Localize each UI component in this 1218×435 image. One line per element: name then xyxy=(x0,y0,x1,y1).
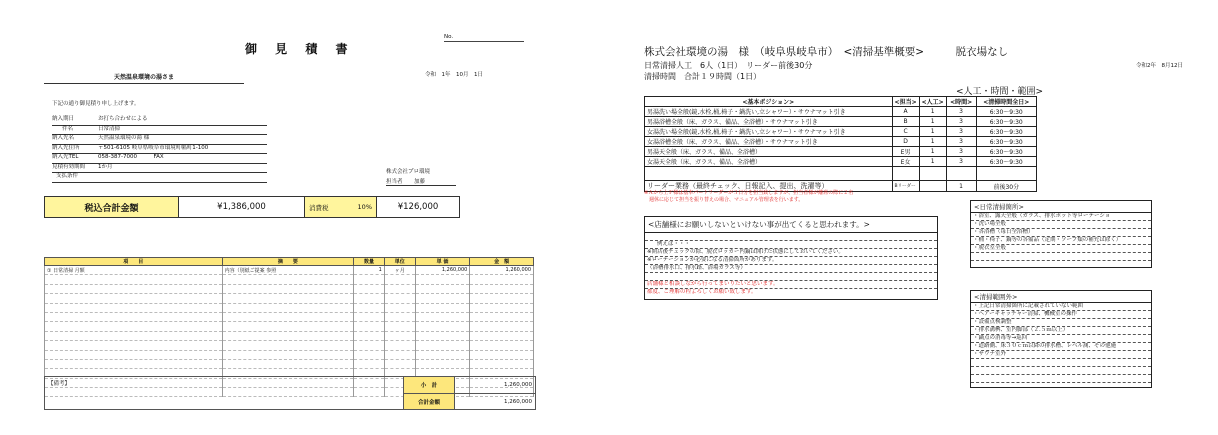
col-tag: <担当> xyxy=(892,97,919,107)
position-time: 6:30～9:30 xyxy=(976,137,1036,147)
notice-red-line: 店舗様と相談しながら行ってまいりたいと思います。 xyxy=(645,281,937,289)
notice-line xyxy=(645,273,937,281)
table-row xyxy=(645,147,1037,157)
empty-cell xyxy=(222,294,354,303)
empty-cell xyxy=(222,341,354,350)
col-position: <基本ポジション> xyxy=(645,97,893,107)
daily-item xyxy=(971,253,1151,261)
total-value: ¥1,386,000 xyxy=(179,197,305,217)
empty-cell xyxy=(384,275,415,284)
empty-cell xyxy=(415,303,470,312)
position-hours: 3 xyxy=(946,107,976,117)
empty-cell xyxy=(384,359,415,368)
empty-cell xyxy=(384,341,415,350)
empty-row xyxy=(45,284,534,293)
qty-cell: 1 xyxy=(354,266,385,275)
empty-cell xyxy=(415,350,470,359)
empty-cell xyxy=(354,275,385,284)
position-tag: B xyxy=(892,117,919,127)
empty-cell xyxy=(45,303,223,312)
position-hours: 3 xyxy=(946,157,976,167)
items-header-row xyxy=(45,258,534,266)
outside-item xyxy=(971,375,1151,383)
empty-cell xyxy=(384,350,415,359)
daily-item: ・浴室、露天全般（ガラス、排水ポット等ローテーショ xyxy=(971,213,1151,221)
notice-line: ※ローテーションが必要になる清掃箇所があります。 xyxy=(645,257,937,265)
empty-row xyxy=(45,331,534,340)
empty-cell xyxy=(415,341,470,350)
empty-cell xyxy=(354,284,385,293)
remarks-footer xyxy=(44,376,536,410)
empty-cell xyxy=(354,312,385,321)
empty-cell xyxy=(354,294,385,303)
empty-cell xyxy=(222,284,354,293)
total-label: 税込合計金額 xyxy=(45,197,179,217)
empty-cell xyxy=(470,284,534,293)
table-row xyxy=(45,266,534,275)
empty-cell xyxy=(222,312,354,321)
tax-value: ¥126,000 xyxy=(397,202,439,212)
position-workers: 1 xyxy=(919,117,946,127)
empty-cell xyxy=(415,312,470,321)
tax-label-box: 消費税 10% xyxy=(305,197,377,217)
position-time: 6:30～9:30 xyxy=(976,117,1036,127)
cleaning-overview-document xyxy=(640,40,1200,400)
position-desc: 女湯洗い場全般(鏡,水栓,桶,椅子・鍋洗い,立シャワー）・サウナマット引き xyxy=(645,127,893,137)
position-tag: C xyxy=(892,127,919,137)
outside-item xyxy=(971,367,1151,375)
daily-item: ・脱衣室全般 xyxy=(971,245,1151,253)
unit-cell: ヶ月 xyxy=(384,266,415,275)
empty-cell xyxy=(222,359,354,368)
outside-item: ・設備点検調整 xyxy=(971,319,1151,327)
estimate-number: No. xyxy=(444,34,524,42)
position-workers: 1 xyxy=(919,137,946,147)
company-name: 株式会社プロ環境 xyxy=(386,169,431,175)
empty-cell xyxy=(470,275,534,284)
empty-cell xyxy=(45,350,223,359)
section-label: <人工・時間・範囲> xyxy=(956,87,1044,97)
empty-cell xyxy=(470,303,534,312)
notice-title: <店舗様にお願いしないといけない事が出てくると思われます。> xyxy=(645,217,937,233)
col-qty: 数量 xyxy=(354,258,385,266)
empty-cell xyxy=(384,294,415,303)
daily-item: ・各浴槽（毎日全浴槽） xyxy=(971,229,1151,237)
empty-cell xyxy=(354,341,385,350)
position-tag: A xyxy=(892,107,919,117)
table-row xyxy=(645,107,1037,117)
col-amount: 金 額 xyxy=(470,258,534,266)
outside-item: ・ヘアーキャッチャー清掃、機械室の操作 xyxy=(971,311,1151,319)
empty-cell xyxy=(470,322,534,331)
position-time: 6:30～9:30 xyxy=(976,127,1036,137)
col-time: <清掃時間全日> xyxy=(976,97,1036,107)
position-time: 6:30～9:30 xyxy=(976,107,1036,117)
outside-item xyxy=(971,359,1151,367)
overview-subtitle-1: 日常清掃人工 6人（1日） リーダー前後30分 xyxy=(644,61,813,70)
notice-red-line: 都度、ご理解の程よろしくお願い致します。 xyxy=(647,289,757,295)
empty-cell xyxy=(222,275,354,284)
position-desc: 女湯天全般（床、ガラス、備品、全浴槽） xyxy=(645,157,893,167)
position-desc: 男湯浴槽全般（床、ガラス、備品、全浴槽）・サウナマット引き xyxy=(645,117,893,127)
empty-row xyxy=(45,312,534,321)
empty-row xyxy=(45,303,534,312)
position-desc: 男湯洗い場全般(鏡,水栓,桶,椅子・鍋洗い,立シャワー）・サウナマット引き xyxy=(645,107,893,117)
empty-cell xyxy=(415,359,470,368)
position-tag: E男 xyxy=(892,147,919,157)
red-note-2: 週休に応じて担当を振り替えの場合、マニュアル管理表を行います。 xyxy=(644,197,804,203)
position-tag: D xyxy=(892,137,919,147)
col-hours: <時間> xyxy=(946,97,976,107)
position-tag: E女 xyxy=(892,157,919,167)
empty-cell xyxy=(45,359,223,368)
table-row xyxy=(645,137,1037,147)
daily-item: ・洗い場全般 xyxy=(971,221,1151,229)
overview-title: 株式会社環境の湯 様 （岐阜県岐阜市） <清掃基準概要> 脱衣場なし xyxy=(644,46,1009,58)
col-unit: 単位 xyxy=(384,258,415,266)
empty-row xyxy=(45,341,534,350)
estimate-date: 令和 1年 10月 1日 xyxy=(425,72,483,78)
outside-item: ・サウナ室外 xyxy=(971,351,1151,359)
empty-cell xyxy=(384,331,415,340)
store-notice-box xyxy=(644,216,938,300)
empty-cell xyxy=(45,341,223,350)
empty-cell xyxy=(354,303,385,312)
daily-item: ・桶・椅子、鍋等の各備品（定期・ソープ類の補充は除く） xyxy=(971,237,1151,245)
daily-title: <日常清掃箇所> xyxy=(971,201,1151,213)
position-workers: 1 xyxy=(919,107,946,117)
position-hours: 3 xyxy=(946,147,976,157)
leader-desc: リーダー業務（最終チェック、日報記入、提出、洗濯等） xyxy=(645,181,893,192)
leader-workers: 1 xyxy=(946,181,976,192)
position-workers: 1 xyxy=(919,157,946,167)
outside-scope-box xyxy=(970,290,1152,388)
col-item: 項 目 xyxy=(45,258,223,266)
outside-item: ・排水溝桝、室内脚部（２.５ｍ以上） xyxy=(971,327,1151,335)
notice-line: 例えば・・・ xyxy=(645,241,937,249)
table-row xyxy=(645,127,1037,137)
empty-cell xyxy=(222,322,354,331)
empty-cell xyxy=(45,312,223,321)
subtotal-label: 小 計 xyxy=(404,377,455,393)
amount-cell: 1,260,000 xyxy=(470,266,534,275)
position-time: 6:30～9:30 xyxy=(976,157,1036,167)
outside-item xyxy=(971,383,1151,390)
intro-text: 下記の通り御見積り申し上げます。 xyxy=(52,101,140,107)
table-row xyxy=(645,157,1037,167)
item-cell: ① 日常清掃 月額 xyxy=(45,266,223,275)
daily-item xyxy=(971,261,1151,268)
empty-cell xyxy=(354,350,385,359)
grand-total-label: 合計金額 xyxy=(404,394,455,409)
leader-time: 前後30分 xyxy=(976,181,1036,192)
daily-cleaning-box xyxy=(970,200,1152,268)
empty-cell xyxy=(384,322,415,331)
position-hours: 3 xyxy=(946,137,976,147)
empty-row xyxy=(45,275,534,284)
red-note-1: ※Ａから上Ｆ様は基本パートリーダーが３日分を担当致しますが、担当者様が離席の際に２名 xyxy=(644,190,854,196)
position-desc: 男湯天全般（床、ガラス、備品、全浴槽） xyxy=(645,147,893,157)
empty-cell xyxy=(415,331,470,340)
person-in-charge: 担当者 加藤 xyxy=(386,179,456,186)
empty-cell xyxy=(45,294,223,303)
notice-line: （浴槽排水口、排水路、浴場ガラス等） xyxy=(645,265,937,273)
subtotal-value: 1,260,000 xyxy=(504,382,532,388)
price-cell: 1,260,000 xyxy=(415,266,470,275)
info-list: 納入期日 お打ち合わせによる 件名 日常清掃 納入先名 天然温泉環境の湯 様 納入先住所 〒501-6105 岐阜県岐阜市環境町幅町1-100 納入先TEL 058-387-7000 FAX 見積有効期間 1か月 支払条件 xyxy=(52,116,267,183)
empty-cell xyxy=(45,331,223,340)
overview-subtitle-2: 清掃時間 合計１９時間（1日） xyxy=(644,72,762,81)
outside-item: ・上記日常清掃箇所に記載されていない範囲 xyxy=(971,303,1151,311)
empty-cell xyxy=(222,350,354,359)
position-table xyxy=(644,96,1037,192)
position-header-row xyxy=(645,97,1037,107)
empty-row xyxy=(45,359,534,368)
empty-cell xyxy=(222,331,354,340)
position-hours: 3 xyxy=(946,127,976,137)
notice-line xyxy=(645,233,937,241)
estimate-document xyxy=(30,28,540,420)
col-workers: <人工> xyxy=(919,97,946,107)
empty-row xyxy=(45,294,534,303)
position-desc: 女湯浴槽全般（床、ガラス、備品、全浴槽）・サウナマット引き xyxy=(645,137,893,147)
blank-row xyxy=(645,167,1037,181)
empty-cell xyxy=(45,275,223,284)
outside-item: ・鍋点の消毒等→巡回 xyxy=(971,335,1151,343)
estimate-title: 御 見 積 書 xyxy=(245,42,355,56)
empty-cell xyxy=(384,303,415,312)
col-price: 単 価 xyxy=(415,258,470,266)
position-hours: 3 xyxy=(946,117,976,127)
empty-cell xyxy=(384,312,415,321)
empty-cell xyxy=(384,284,415,293)
recipient-name: 天然温泉環境の湯さま xyxy=(44,72,244,84)
empty-cell xyxy=(45,322,223,331)
outside-title: <清掃範囲外> xyxy=(971,291,1151,303)
empty-row xyxy=(45,322,534,331)
empty-cell xyxy=(354,331,385,340)
table-row xyxy=(645,117,1037,127)
empty-cell xyxy=(470,312,534,321)
empty-row xyxy=(45,350,534,359)
empty-cell xyxy=(415,322,470,331)
grand-total-value: 1,260,000 xyxy=(504,398,532,405)
total-bar xyxy=(44,196,460,218)
empty-cell xyxy=(415,294,470,303)
outside-item: ・道路側、床３０ｃｍ以降の排水槽、レベル測、その他施 xyxy=(971,343,1151,351)
empty-cell xyxy=(470,331,534,340)
empty-cell xyxy=(45,284,223,293)
position-time: 6:30～9:30 xyxy=(976,147,1036,157)
empty-cell xyxy=(222,303,354,312)
leader-tag: Bリーダー xyxy=(892,181,919,192)
empty-cell xyxy=(415,284,470,293)
empty-cell xyxy=(415,275,470,284)
empty-cell xyxy=(470,350,534,359)
notice-line: ※開店後チェックの際、脱衣ロッカー内鍋は開けた状態にしておいてください。 xyxy=(645,249,937,257)
overview-date: 令和2年 8月12日 xyxy=(1136,63,1183,69)
empty-cell xyxy=(470,341,534,350)
empty-cell xyxy=(470,294,534,303)
remarks-label: 【備考】 xyxy=(45,377,404,409)
empty-cell xyxy=(354,359,385,368)
position-workers: 1 xyxy=(919,147,946,157)
col-desc: 摘 要 xyxy=(222,258,354,266)
empty-cell xyxy=(354,322,385,331)
empty-cell xyxy=(470,359,534,368)
position-workers: 1 xyxy=(919,127,946,137)
desc-cell: 内容（別紙ご提案 参照 xyxy=(222,266,354,275)
